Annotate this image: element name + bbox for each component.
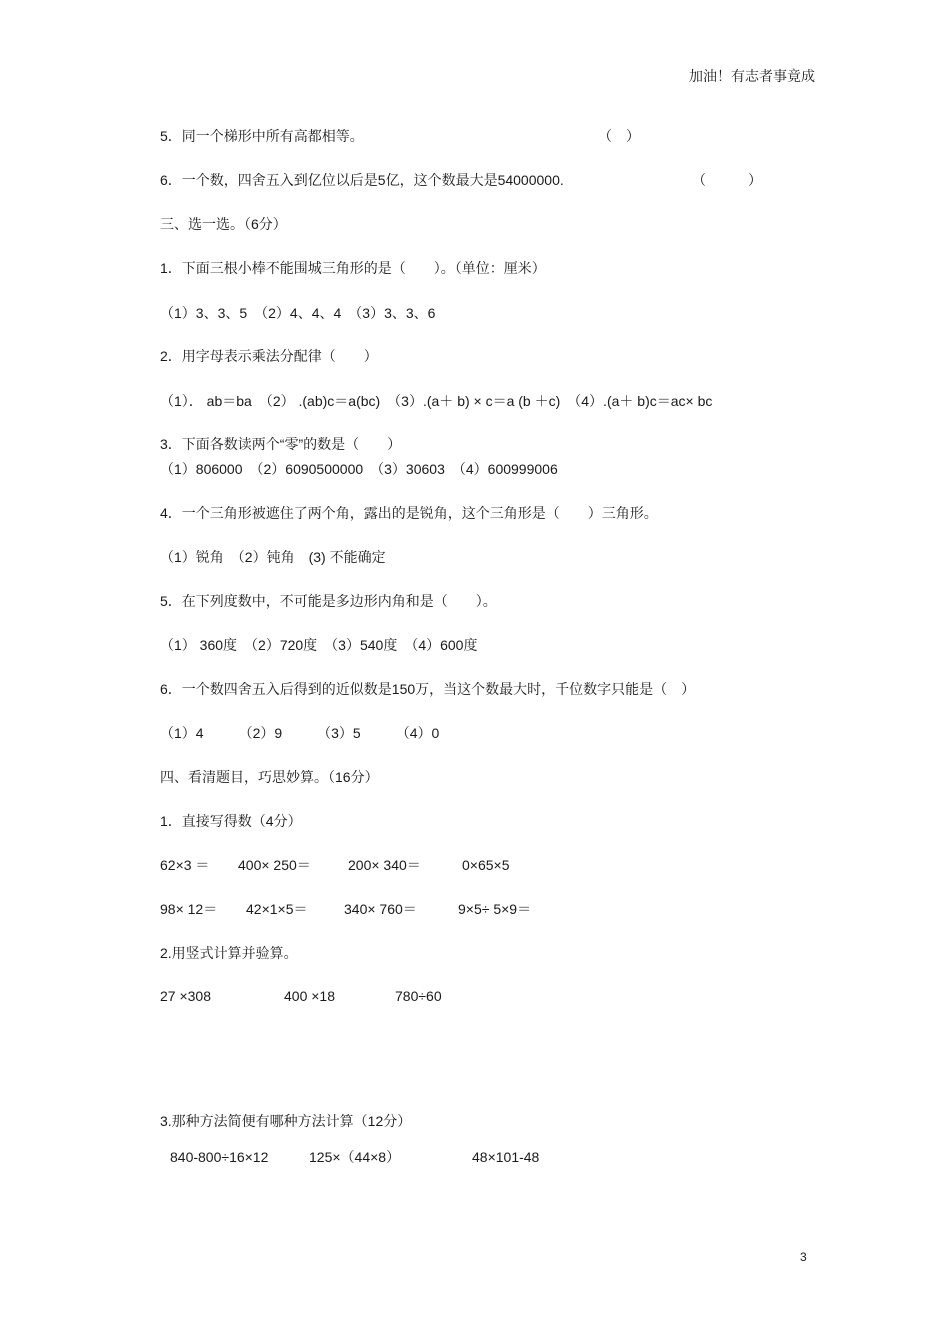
choice-q1-stem: 1．下面三根小棒不能围城三角形的是（ ）。（单位：厘米） bbox=[160, 260, 546, 276]
part-1-title: 1．直接写得数（4分） bbox=[160, 813, 302, 829]
vertical-calc-item: 780÷60 bbox=[395, 988, 442, 1004]
simplify-calc-item: 48×101-48 bbox=[472, 1149, 540, 1165]
mental-math-item: 400× 250＝ bbox=[238, 857, 311, 873]
part-2-title: 2.用竖式计算并验算。 bbox=[160, 945, 298, 961]
simplify-calc-item: 840-800÷16×12 bbox=[170, 1149, 269, 1165]
choice-q4-stem: 4．一个三角形被遮住了两个角，露出的是锐角，这个三角形是（ ）三角形。 bbox=[160, 505, 658, 521]
choice-q3-stem: 3．下面各数读两个“零”的数是（ ） bbox=[160, 436, 402, 452]
choice-q1-options: （1）3、3、5 （2）4、4、4 （3）3、3、6 bbox=[160, 305, 436, 321]
mental-math-item: 340× 760＝ bbox=[344, 901, 417, 917]
header-motto: 加油！有志者事竟成 bbox=[689, 69, 815, 85]
part-3-title: 3.那种方法简便有哪种方法计算（12分） bbox=[160, 1113, 412, 1129]
choice-q2-options: （1）． ab＝ba （2） .(ab)c＝a(bc) （3）.(a＋ b) × c＝a (b ＋c) （4）.(a＋ b)c＝ac× bc bbox=[160, 393, 713, 409]
mental-math-item: 9×5÷ 5×9＝ bbox=[458, 901, 532, 917]
choice-q6-options: （1）4 （2）9 （3）5 （4）0 bbox=[160, 725, 440, 741]
judge-item-6 bbox=[160, 171, 762, 189]
mental-math-item: 200× 340＝ bbox=[348, 857, 421, 873]
choice-q5-stem: 5．在下列度数中，不可能是多边形内角和是（ ）。 bbox=[160, 593, 497, 609]
mental-math-item: 62×3 ＝ bbox=[160, 857, 210, 873]
choice-q6-stem: 6．一个数四舍五入后得到的近似数是150万，当这个数最大时，千位数字只能是（ ） bbox=[160, 681, 696, 697]
mental-math-item: 42×1×5＝ bbox=[246, 901, 308, 917]
mental-math-item: 0×65×5 bbox=[462, 857, 510, 873]
judge-item-5-answer-paren: （ ） bbox=[598, 128, 640, 144]
section-4-title: 四、看清题目，巧思妙算。（16分） bbox=[160, 769, 379, 785]
choice-q5-options: （1） 360度 （2）720度 （3）540度 （4）600度 bbox=[160, 637, 478, 653]
judge-item-6-text: 6．一个数，四舍五入到亿位以后是5亿，这个数最大是54000000. bbox=[160, 172, 564, 188]
page-number: 3 bbox=[800, 1250, 807, 1264]
mental-math-item: 98× 12＝ bbox=[160, 901, 218, 917]
section-3-title: 三、选一选。（6分） bbox=[160, 216, 287, 232]
judge-item-6-answer-paren: （ ） bbox=[692, 172, 762, 188]
choice-q2-stem: 2．用字母表示乘法分配律（ ） bbox=[160, 348, 378, 364]
vertical-calc-item: 27 ×308 bbox=[160, 988, 211, 1004]
choice-q4-options: （1）锐角 （2）钝角 (3) 不能确定 bbox=[160, 549, 386, 565]
simplify-calc-item: 125×（44×8） bbox=[309, 1149, 401, 1165]
choice-q3-options: （1）806000 （2）6090500000 （3）30603 （4）600999006 bbox=[160, 461, 558, 477]
judge-item-5 bbox=[160, 127, 640, 145]
judge-item-5-text: 5．同一个梯形中所有高都相等。 bbox=[160, 128, 364, 144]
vertical-calc-item: 400 ×18 bbox=[284, 988, 335, 1004]
